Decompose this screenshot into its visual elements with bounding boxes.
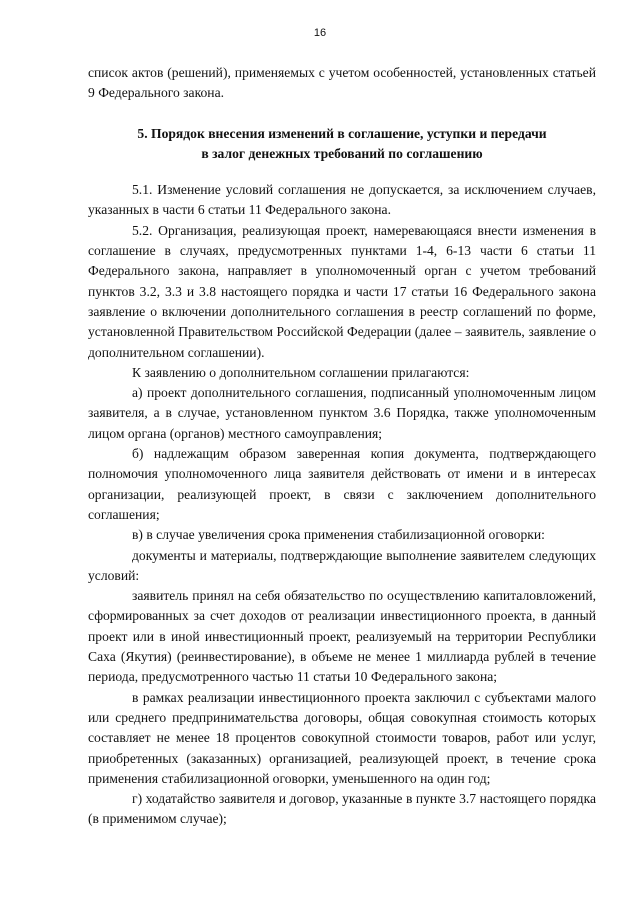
paragraph-item-v: в) в случае увеличения срока применения стабилизационной оговорки: [132, 527, 545, 543]
paragraph-item-b: б) надлежащим образом заверенная копия документа, подтверждающего полномочия уполномоченного лица заявителя действовать от имени и в интересах организации, реализующей проект, в связи с заключением дополнительного соглашения; [88, 446, 596, 522]
section-heading [88, 124, 596, 165]
document-body [88, 63, 596, 830]
paragraph-5-1: 5.1. Изменение условий соглашения не допускается, за исключением случаев, указанных в части 6 статьи 11 Федерального закона. [88, 182, 596, 218]
paragraph-5-2: 5.2. Организация, реализующая проект, намеревающаяся внести изменения в соглашение в случаях, предусмотренных пунктами 1-4, 6-13 части 6 статьи 11 Федерального закона, направляет в уполномоченный орган с учетом требований пунктов 3.2, 3.3 и 3.8 настоящего порядка и части 17 статьи 16 Федерального закона заявление о включении дополнительного соглашения в реестр соглашений по форме, установленной Правительством Российской Федерации (далее – заявитель, заявление о дополнительном соглашении). [88, 222, 596, 360]
page-number: 16 [313, 27, 327, 39]
section-heading-line-1: 5. Порядок внесения изменений в соглашение, уступки и передачи [137, 125, 547, 141]
paragraph-documents: документы и материалы, подтверждающие выполнение заявителем следующих условий: [88, 547, 596, 583]
section-heading-line-2: в залог денежных требований по соглашению [201, 145, 483, 161]
paragraph-sme-contracts: в рамках реализации инвестиционного проекта заключил с субъектами малого или среднего предпринимательства договоры, общая совокупная стоимость которых составляет не менее 18 процентов совокупной стоимости товаров, работ или услуг, приобретенных (заказанных) организацией, реализующей проект, в течение срока применения стабилизационной оговорки, уменьшенного на один год; [88, 689, 596, 786]
paragraph-continuation: список актов (решений), применяемых с учетом особенностей, установленных статьей 9 Федерального закона. [88, 65, 596, 101]
paragraph-attachments-intro: К заявлению о дополнительном соглашении прилагаются: [132, 364, 470, 380]
paragraph-reinvestment: заявитель принял на себя обязательство по осуществлению капиталовложений, сформированных за счет доходов от реализации инвестиционного проекта, в данный проект или в иной инвестиционный проект, реализуемый на территории Республики Саха (Якутия) (реинвестирование), в объеме не менее 1 миллиарда рублей в течение периода, предусмотренного частью 11 статьи 10 Федерального закона; [88, 588, 596, 685]
paragraph-item-g: г) ходатайство заявителя и договор, указанные в пункте 3.7 настоящего порядка (в применимом случае); [88, 791, 596, 827]
paragraph-item-a: а) проект дополнительного соглашения, подписанный уполномоченным лицом заявителя, а в случае, установленном пунктом 3.6 Порядка, также уполномоченным лицом органа (органов) местного самоуправления; [88, 385, 596, 441]
